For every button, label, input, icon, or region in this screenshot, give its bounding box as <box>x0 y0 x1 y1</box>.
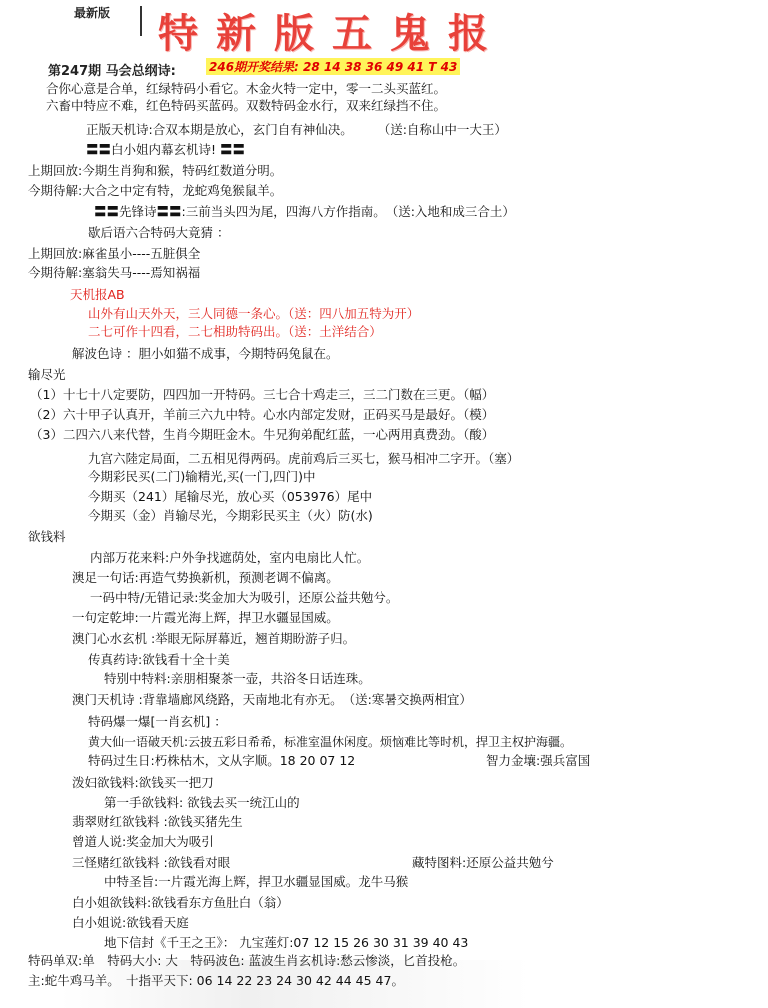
baixiaojie-says: 白小姐说:欲钱看天庭 <box>72 915 189 930</box>
xiehouyu-this: 今期待解:塞翁失马----焉知祸福 <box>28 265 201 280</box>
zhili-tip: 智力金壤:强兵富国 <box>486 753 591 768</box>
tianji-poem: 正版天机诗:合双本期是放心，玄门自有神仙决。 （送:自称山中一大王） <box>86 122 507 137</box>
qiankun-tip: 一句定乾坤:一片霞光海上辉，捍卫水疆显国威。 <box>72 610 339 625</box>
xinshui-tip: 澳门心水玄机 :举眼无际屏幕近，翘首期盼游子归。 <box>72 631 356 646</box>
element-tip: 今期买（金）肖输尽光，今期彩民买主（火）防(水) <box>88 508 373 523</box>
section-heading-xiehouyu: 歇后语六合特码大竟猜 ： <box>88 225 230 240</box>
yima-tip: 一码中特/无错记录:奖金加大为吸引，还原公益共勉兮。 <box>90 590 399 605</box>
huangdaxian-tip: 黄大仙一语破天机:云披五彩日希希，标准室温休闲度。烦恼难比等时机，捍卫主权护海疆。 <box>88 735 573 749</box>
birthday-tip: 特码过生日:朽株枯木，文从字顺。18 20 07 12 <box>88 753 356 768</box>
cangtetu-tip: 藏特图料:还原公益共勉兮 <box>412 855 554 870</box>
aozu-tip: 澳足一句话:再造气势换新机，预测老调不偏离。 <box>72 570 339 585</box>
diyishou-tip: 第一手欲钱料: 欲钱去买一统江山的 <box>104 795 300 810</box>
summary-main-zodiac: 主:蛇牛鸡马羊。 十指平天下: 06 14 22 23 24 30 42 44 45 47。 <box>28 973 404 988</box>
macau-tianji-poem: 澳门天机诗 :背靠墙廊风绕路，天南地北有亦无。 （送:寒暑交换两相宜） <box>72 692 472 707</box>
pofu-tip: 泼妇欲钱料:欲钱买一把刀 <box>72 775 214 790</box>
last-issue-replay: 上期回放:今期生肖狗和猴，特码红数道分明。 <box>28 163 283 178</box>
riddle-2: （2）六十甲子认真开，羊前三六九中特。心水内部定发财，正码买马是最好。（模） <box>30 407 495 422</box>
issue-number: 第247期 马会总纲诗: <box>48 64 176 79</box>
section-heading-baoyibao: 特码爆一爆[一肖玄机] ： <box>88 714 227 729</box>
xiehouyu-last: 上期回放:麻雀虽小----五脏俱全 <box>28 246 201 261</box>
summary-odd-even: 特码单双:单 特码大小: 大 特码波色: 蓝波生肖玄机诗:愁云惨淡，匕首投枪。 <box>28 953 466 968</box>
section-heading-shujinguang: 输尽光 <box>28 367 66 382</box>
edition-tag: 最新版 <box>74 6 111 20</box>
baixiaojie-yuqian-tip: 白小姐欲钱料:欲钱看东方鱼肚白（翁） <box>72 895 289 910</box>
tianjibao-line-1: 山外有山天外天，三人同德一条心。（送：四八加五特为开） <box>88 306 420 321</box>
feicui-tip: 翡翠财红欲钱料 :欲钱买猪先生 <box>72 814 243 829</box>
poem-line-1: 合你心意是合单，红绿特码小看它。木金火特一定中，零一二头买蓝红。 <box>46 81 447 96</box>
riddle-1: （1）十七十八定要防，四四加一开特码。三七合十鸡走三，三二门数在三更。（幅） <box>30 387 495 402</box>
color-wave-poem: 解波色诗 ：胆小如猫不成事，今期特码兔鼠在。 <box>72 346 339 361</box>
pioneer-poem: 〓〓先锋诗〓〓:三前当头四为尾，四海八方作指南。 （送:入地和成三合土） <box>94 204 515 219</box>
wanhua-tip: 内部万花来料:户外争找遮荫处，室内电扇比人忙。 <box>90 550 370 565</box>
chuanzhen-tip: 传真药诗:欲钱看十全十美 <box>88 652 230 667</box>
page-title: 特新版五鬼报 <box>158 10 506 57</box>
header-divider <box>140 6 142 36</box>
section-heading-tianjibao: 天机报AB <box>70 287 125 302</box>
section-heading-baixiaojie: 〓〓白小姐内幕玄机诗! 〓〓 <box>86 142 245 157</box>
this-issue-puzzle: 今期待解:大合之中定有特，龙蛇鸡兔猴鼠羊。 <box>28 183 283 198</box>
secret-envelope: 地下信封《千王之王》： 九宝莲灯:07 12 15 26 30 31 39 40 43 <box>104 935 469 950</box>
door-tip: 今期彩民买(二门)输精光,买(一门,四门)中 <box>88 469 316 484</box>
special-tip: 特别中特料:亲朋相聚茶一壶，共浴冬日话连珠。 <box>104 671 371 686</box>
poem-line-2: 六畜中特应不难，红色特码买蓝码。双数特码金水行，双来红绿挡不住。 <box>46 98 447 113</box>
draw-result-banner: 246期开奖结果: 28 14 38 36 49 41 T 43 <box>206 58 460 75</box>
riddle-3: （3）二四六八来代替，生肖今期旺金木。牛兄狗弟配红蓝，一心两用真费劲。（酸） <box>30 427 495 442</box>
tail-tip: 今期买（241）尾输尽光，放心买（053976）尾中 <box>88 489 373 504</box>
riddle-4: 九宫六陸定局面，二五相见得两码。虎前鸡后三买七，猴马相冲二字开。（塞） <box>88 451 520 466</box>
sanguai-tip: 三怪赌红欲钱料 :欲钱看对眼 <box>72 855 231 870</box>
zengdaoren-tip: 曾道人说:奖金加大为吸引 <box>72 834 214 849</box>
tianjibao-line-2: 二七可作十四看，二七相助特码出。（送：土洋结合） <box>88 324 382 339</box>
section-heading-yuqianliao: 欲钱料 <box>28 529 66 544</box>
shengzhi-tip: 中特圣旨:一片霞光海上辉，捍卫水疆显国威。龙牛马猴 <box>104 874 409 889</box>
